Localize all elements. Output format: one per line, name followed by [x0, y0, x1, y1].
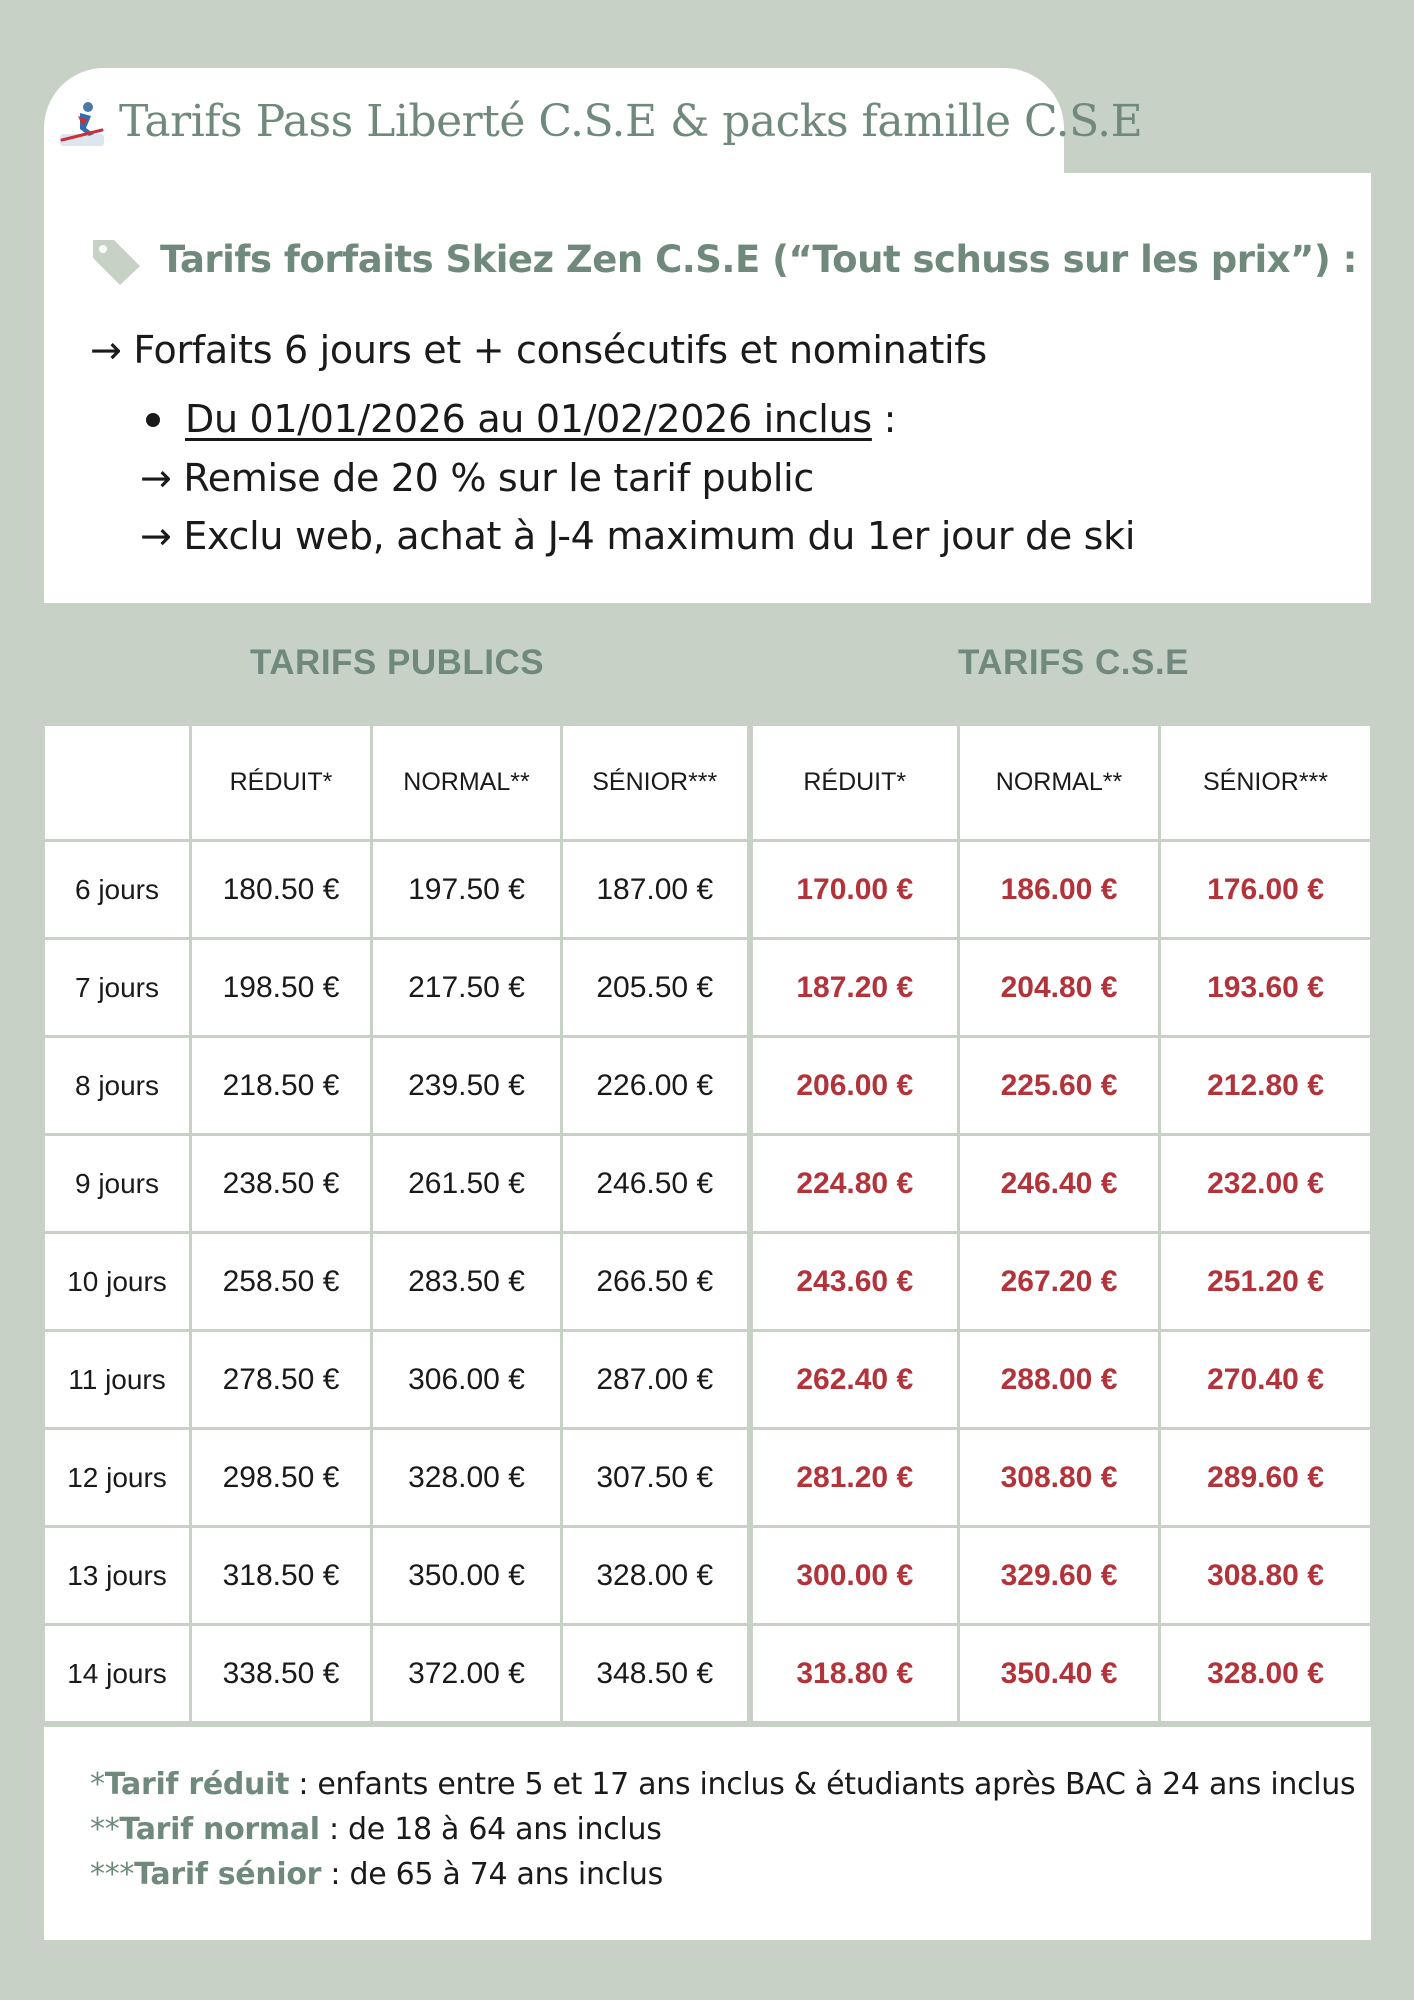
cse-price-cell: 224.80 € — [750, 1135, 959, 1233]
table-row — [44, 939, 1372, 1037]
public-price-cell: 372.00 € — [372, 1625, 562, 1723]
cse-price-cell: 186.00 € — [959, 841, 1160, 939]
table-row — [44, 1331, 1372, 1429]
cse-price-cell: 308.80 € — [1160, 1527, 1372, 1625]
table-header-row — [44, 725, 1372, 841]
public-price-cell: 187.00 € — [562, 841, 750, 939]
cse-price-cell: 328.00 € — [1160, 1625, 1372, 1723]
public-price-cell: 246.50 € — [562, 1135, 750, 1233]
cse-price-cell: 288.00 € — [959, 1331, 1160, 1429]
offer-period-dates: Du 01/01/2026 au 01/02/2026 inclus — [185, 397, 872, 441]
header-cell: NORMAL** — [959, 725, 1160, 841]
cse-price-cell: 262.40 € — [750, 1331, 959, 1429]
cse-price-cell: 187.20 € — [750, 939, 959, 1037]
cse-price-cell: 243.60 € — [750, 1233, 959, 1331]
public-price-cell: 261.50 € — [372, 1135, 562, 1233]
footnote-text: : de 65 à 74 ans inclus — [321, 1857, 663, 1892]
row-label: 12 jours — [44, 1429, 191, 1527]
offer-period — [185, 397, 896, 441]
footnote-stars: *** — [90, 1857, 135, 1892]
offer-subtitle: Tarifs forfaits Skiez Zen C.S.E (“Tout schuss sur les prix”) : — [160, 238, 1357, 281]
footnote-reduit — [90, 1767, 1355, 1802]
cse-price-cell: 251.20 € — [1160, 1233, 1372, 1331]
public-price-cell: 287.00 € — [562, 1331, 750, 1429]
footnote-key: Tarif réduit — [104, 1767, 290, 1802]
cse-price-cell: 225.60 € — [959, 1037, 1160, 1135]
public-price-cell: 197.50 € — [372, 841, 562, 939]
cse-price-cell: 193.60 € — [1160, 939, 1372, 1037]
row-label: 7 jours — [44, 939, 191, 1037]
table-row — [44, 1429, 1372, 1527]
cse-price-cell: 329.60 € — [959, 1527, 1160, 1625]
cse-price-cell: 246.40 € — [959, 1135, 1160, 1233]
public-price-cell: 298.50 € — [191, 1429, 372, 1527]
cse-price-cell: 267.20 € — [959, 1233, 1160, 1331]
header-cell: SÉNIOR*** — [562, 725, 750, 841]
header-cell-empty — [44, 725, 191, 841]
public-price-cell: 217.50 € — [372, 939, 562, 1037]
public-price-cell: 258.50 € — [191, 1233, 372, 1331]
row-label: 14 jours — [44, 1625, 191, 1723]
cse-price-cell: 176.00 € — [1160, 841, 1372, 939]
price-table — [42, 723, 1373, 1724]
footnote-text: : enfants entre 5 et 17 ans inclus & étudiants après BAC à 24 ans inclus — [289, 1767, 1356, 1802]
table-row — [44, 1233, 1372, 1331]
header-cell: SÉNIOR*** — [1160, 725, 1372, 841]
public-price-cell: 238.50 € — [191, 1135, 372, 1233]
public-price-cell: 307.50 € — [562, 1429, 750, 1527]
bullet-icon — [146, 413, 160, 427]
public-price-cell: 198.50 € — [191, 939, 372, 1037]
cse-price-cell: 281.20 € — [750, 1429, 959, 1527]
row-label: 11 jours — [44, 1331, 191, 1429]
footnote-key: Tarif normal — [119, 1812, 320, 1847]
row-label: 13 jours — [44, 1527, 191, 1625]
cse-price-cell: 232.00 € — [1160, 1135, 1372, 1233]
table-row — [44, 1527, 1372, 1625]
footnote-stars: ** — [90, 1812, 120, 1847]
cse-price-cell: 170.00 € — [750, 841, 959, 939]
public-price-cell: 328.00 € — [562, 1527, 750, 1625]
row-label: 9 jours — [44, 1135, 191, 1233]
public-price-cell: 306.00 € — [372, 1331, 562, 1429]
offer-line-days: → Forfaits 6 jours et + consécutifs et nominatifs — [90, 328, 987, 372]
public-price-cell: 226.00 € — [562, 1037, 750, 1135]
offer-period-suffix: : — [871, 397, 897, 441]
footnote-key: Tarif sénior — [134, 1857, 322, 1892]
cse-price-cell: 270.40 € — [1160, 1331, 1372, 1429]
footnote-text: : de 18 à 64 ans inclus — [319, 1812, 662, 1847]
footnote-senior — [90, 1857, 663, 1892]
footnote-normal — [90, 1812, 662, 1847]
public-price-cell: 218.50 € — [191, 1037, 372, 1135]
cse-price-cell: 289.60 € — [1160, 1429, 1372, 1527]
table-row — [44, 1625, 1372, 1723]
public-price-cell: 328.00 € — [372, 1429, 562, 1527]
public-price-cell: 350.00 € — [372, 1527, 562, 1625]
public-price-cell: 266.50 € — [562, 1233, 750, 1331]
public-price-cell: 283.50 € — [372, 1233, 562, 1331]
tag-icon — [90, 236, 142, 286]
footnote-stars: * — [90, 1767, 105, 1802]
group-heading-public: TARIFS PUBLICS — [250, 643, 545, 682]
header-cell: RÉDUIT* — [191, 725, 372, 841]
public-price-cell: 180.50 € — [191, 841, 372, 939]
cse-price-cell: 300.00 € — [750, 1527, 959, 1625]
table-row — [44, 841, 1372, 939]
row-label: 8 jours — [44, 1037, 191, 1135]
header-cell: RÉDUIT* — [750, 725, 959, 841]
header-cell: NORMAL** — [372, 725, 562, 841]
public-price-cell: 239.50 € — [372, 1037, 562, 1135]
skier-icon — [58, 100, 108, 150]
offer-line-discount: → Remise de 20 % sur le tarif public — [140, 456, 814, 500]
cse-price-cell: 206.00 € — [750, 1037, 959, 1135]
cse-price-cell: 308.80 € — [959, 1429, 1160, 1527]
public-price-cell: 278.50 € — [191, 1331, 372, 1429]
public-price-cell: 318.50 € — [191, 1527, 372, 1625]
public-price-cell: 338.50 € — [191, 1625, 372, 1723]
public-price-cell: 348.50 € — [562, 1625, 750, 1723]
cse-price-cell: 204.80 € — [959, 939, 1160, 1037]
table-row — [44, 1135, 1372, 1233]
page-title: Tarifs Pass Liberté C.S.E & packs famille C.S.E — [119, 96, 1143, 147]
public-price-cell: 205.50 € — [562, 939, 750, 1037]
group-heading-cse: TARIFS C.S.E — [958, 643, 1189, 682]
cse-price-cell: 350.40 € — [959, 1625, 1160, 1723]
row-label: 10 jours — [44, 1233, 191, 1331]
row-label: 6 jours — [44, 841, 191, 939]
table-row — [44, 1037, 1372, 1135]
offer-line-web: → Exclu web, achat à J-4 maximum du 1er jour de ski — [140, 514, 1136, 558]
cse-price-cell: 318.80 € — [750, 1625, 959, 1723]
cse-price-cell: 212.80 € — [1160, 1037, 1372, 1135]
